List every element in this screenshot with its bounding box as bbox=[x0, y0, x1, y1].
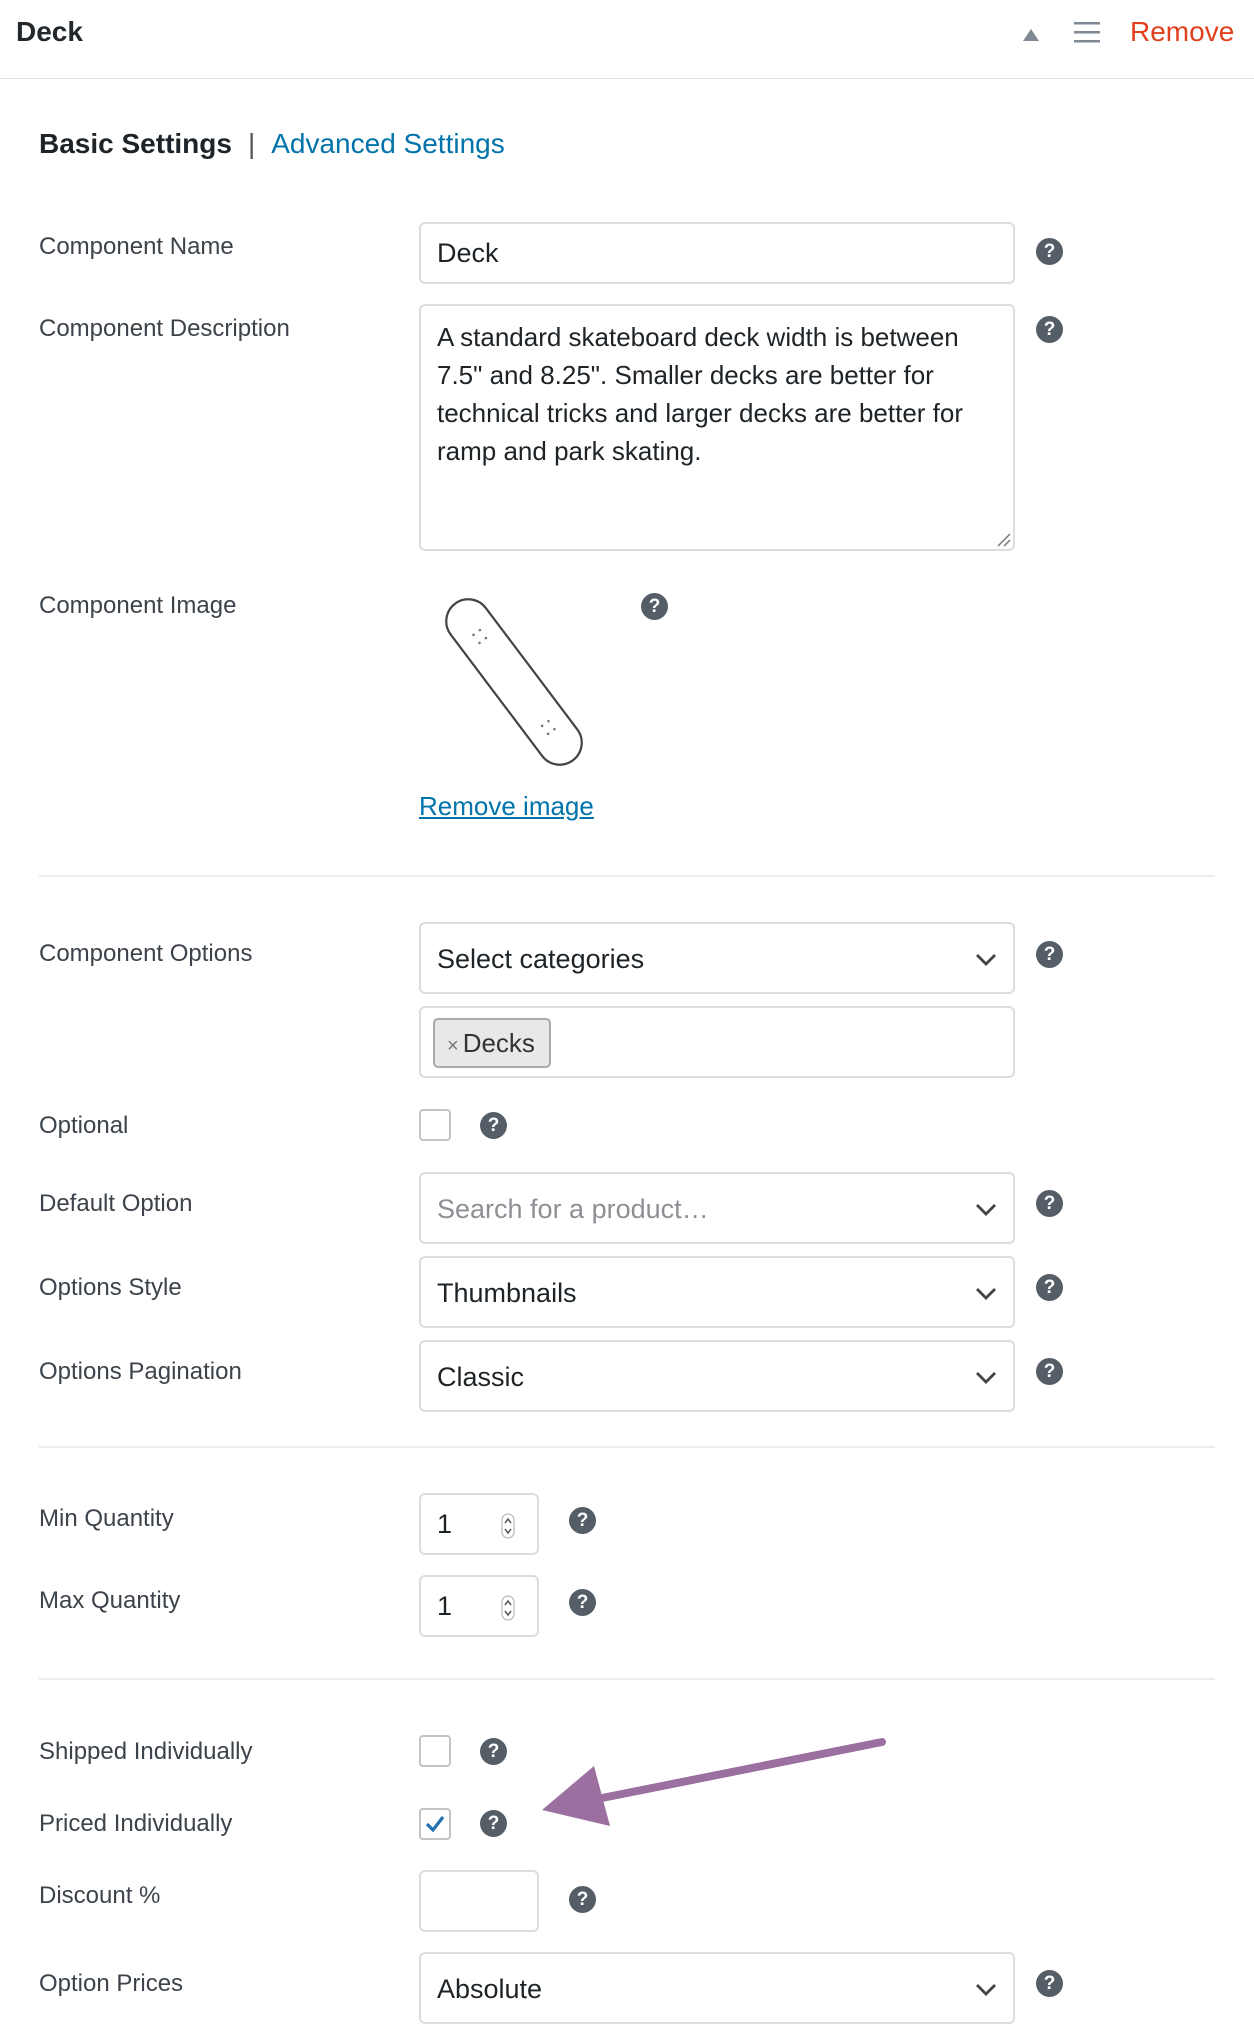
max-quantity-value: 1 bbox=[437, 1591, 453, 1621]
options-pagination-value: Classic bbox=[437, 1362, 525, 1392]
help-icon[interactable]: ? bbox=[569, 1589, 596, 1616]
category-tag-decks[interactable] bbox=[433, 1018, 551, 1068]
max-quantity-input[interactable] bbox=[419, 1575, 539, 1637]
component-description-textarea[interactable] bbox=[419, 304, 1015, 551]
help-icon[interactable]: ? bbox=[1036, 1358, 1063, 1385]
discount-label: Discount % bbox=[39, 1882, 161, 1909]
checkmark-icon bbox=[423, 1812, 447, 1836]
component-description-text: A standard skateboard deck width is between 7.5" and 8.25". Smaller decks are better for technical tricks and larger decks are better for ramp and park skating. bbox=[437, 322, 964, 466]
discount-input[interactable] bbox=[419, 1870, 539, 1932]
tab-advanced-settings[interactable]: Advanced Settings bbox=[271, 128, 505, 159]
component-header bbox=[0, 0, 1254, 79]
tab-basic-settings[interactable]: Basic Settings bbox=[39, 128, 232, 159]
number-spinner-icon[interactable] bbox=[501, 1513, 515, 1539]
section-divider bbox=[39, 1446, 1215, 1448]
help-icon[interactable]: ? bbox=[480, 1738, 507, 1765]
category-select-value: Select categories bbox=[437, 944, 645, 974]
annotation-arrow-icon bbox=[530, 1720, 900, 1840]
component-title: Deck bbox=[16, 16, 83, 47]
option-prices-value: Absolute bbox=[437, 1974, 543, 2004]
settings-tabs bbox=[39, 128, 505, 160]
help-icon[interactable]: ? bbox=[641, 593, 668, 620]
section-divider bbox=[39, 1678, 1215, 1680]
component-image-label: Component Image bbox=[39, 592, 237, 619]
help-icon[interactable]: ? bbox=[569, 1886, 596, 1913]
triangle-up-icon[interactable] bbox=[1020, 24, 1042, 46]
tab-separator: | bbox=[247, 128, 256, 159]
option-prices-select[interactable] bbox=[419, 1952, 1015, 2024]
chevron-down-icon bbox=[973, 1282, 999, 1304]
selected-categories-box[interactable] bbox=[419, 1006, 1015, 1078]
skateboard-deck-image[interactable] bbox=[429, 582, 599, 782]
shipped-individually-label: Shipped Individually bbox=[39, 1738, 253, 1765]
default-option-label: Default Option bbox=[39, 1190, 193, 1217]
min-quantity-input[interactable] bbox=[419, 1493, 539, 1555]
option-prices-label: Option Prices bbox=[39, 1970, 184, 1997]
options-pagination-select[interactable] bbox=[419, 1340, 1015, 1412]
default-option-select[interactable] bbox=[419, 1172, 1015, 1244]
help-icon[interactable]: ? bbox=[569, 1507, 596, 1534]
number-spinner-icon[interactable] bbox=[501, 1595, 515, 1621]
component-name-label: Component Name bbox=[39, 233, 234, 260]
chevron-down-icon bbox=[973, 1366, 999, 1388]
chevron-down-icon bbox=[973, 1978, 999, 2000]
component-description-label: Component Description bbox=[39, 315, 290, 342]
help-icon[interactable]: ? bbox=[1036, 941, 1063, 968]
options-style-label: Options Style bbox=[39, 1274, 182, 1301]
min-quantity-label: Min Quantity bbox=[39, 1505, 174, 1532]
remove-image-link[interactable]: Remove image bbox=[419, 791, 594, 821]
component-name-input[interactable]: Deck bbox=[419, 222, 1015, 284]
help-icon[interactable]: ? bbox=[1036, 1274, 1063, 1301]
hamburger-menu-icon[interactable] bbox=[1072, 18, 1102, 46]
optional-checkbox[interactable] bbox=[419, 1109, 451, 1141]
chevron-down-icon bbox=[973, 948, 999, 970]
help-icon[interactable]: ? bbox=[1036, 316, 1063, 343]
priced-individually-label: Priced Individually bbox=[39, 1810, 233, 1837]
options-style-select[interactable] bbox=[419, 1256, 1015, 1328]
help-icon[interactable]: ? bbox=[480, 1112, 507, 1139]
default-option-placeholder: Search for a product… bbox=[437, 1194, 709, 1224]
section-divider bbox=[39, 875, 1215, 877]
help-icon[interactable]: ? bbox=[1036, 1190, 1063, 1217]
shipped-individually-checkbox[interactable] bbox=[419, 1735, 451, 1767]
help-icon[interactable]: ? bbox=[480, 1810, 507, 1837]
category-select[interactable] bbox=[419, 922, 1015, 994]
options-style-value: Thumbnails bbox=[437, 1278, 577, 1308]
help-icon[interactable]: ? bbox=[1036, 1970, 1063, 1997]
max-quantity-label: Max Quantity bbox=[39, 1587, 181, 1614]
component-options-label: Component Options bbox=[39, 940, 253, 967]
help-icon[interactable]: ? bbox=[1036, 238, 1063, 265]
optional-label: Optional bbox=[39, 1112, 129, 1139]
min-quantity-value: 1 bbox=[437, 1509, 453, 1539]
remove-component-button[interactable]: Remove bbox=[1130, 16, 1235, 47]
tag-remove-icon[interactable]: × bbox=[447, 1035, 459, 1057]
chevron-down-icon bbox=[973, 1198, 999, 1220]
resize-grip-icon[interactable] bbox=[995, 531, 1011, 547]
options-pagination-label: Options Pagination bbox=[39, 1358, 242, 1385]
category-tag-label: Decks bbox=[462, 1028, 535, 1058]
priced-individually-checkbox[interactable] bbox=[419, 1808, 451, 1840]
